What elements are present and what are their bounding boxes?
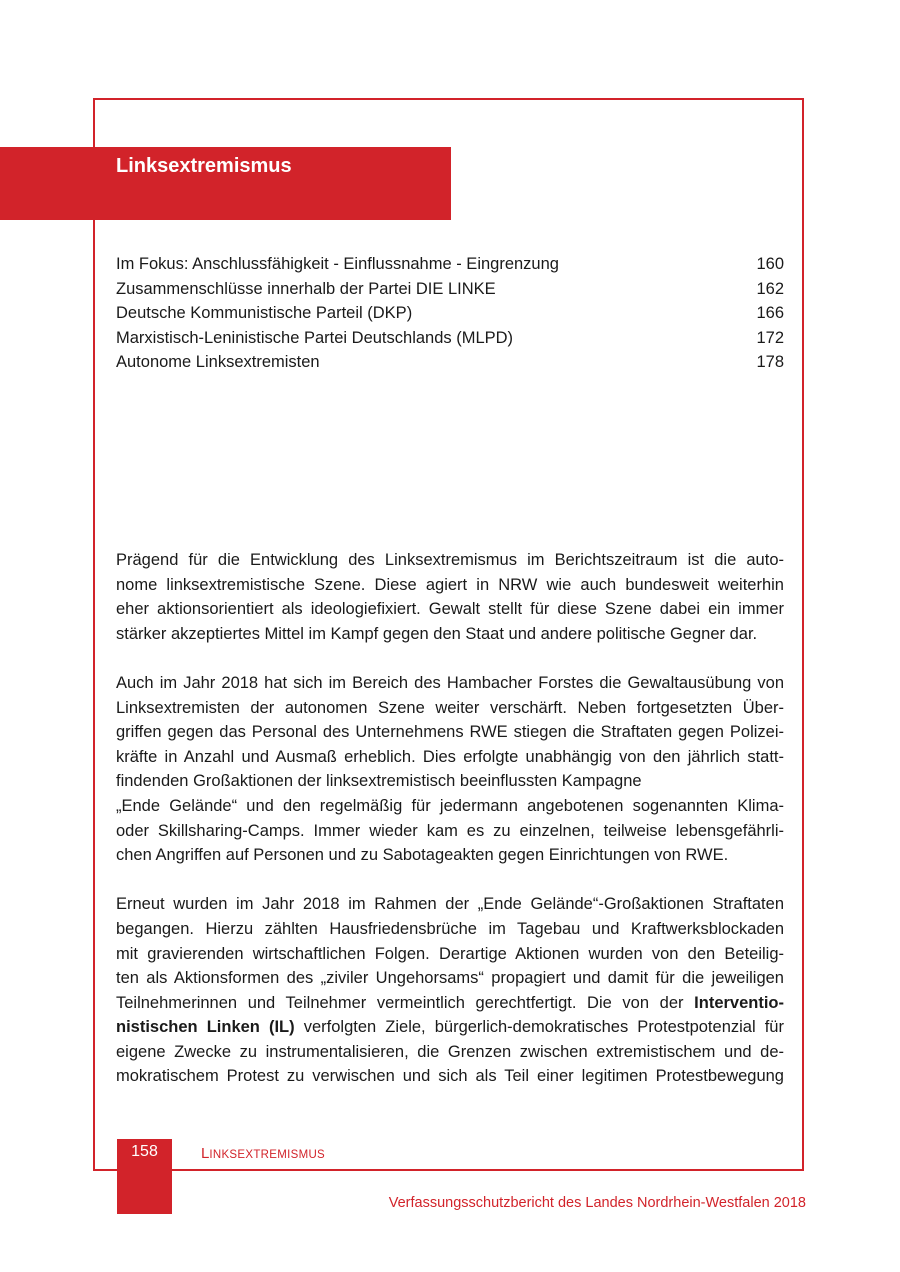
body-text [116,548,784,1114]
text-line: oder Skillsharing-Camps. Immer wieder kam es zu einzelnen, teilweise lebensgefährli- [116,821,784,840]
section-title: Linksextremismus [116,155,292,177]
text-line: mokratischem Protest zu verwischen und sich als Teil einer legitimen Protestbewegung [116,1067,784,1086]
toc-entry[interactable] [116,277,784,302]
text-line: findenden Großaktionen der linksextremistisch beeinflussten Kampagne [116,772,642,791]
bold-term: nistischen Linken (IL) [116,1018,295,1037]
text-line: eher aktionsorientiert als ideologiefixiert. Gewalt stellt für diese Szene dabei ein immer [116,600,784,619]
text-line: griffen gegen das Personal des Unternehmens RWE stiegen die Straftaten gegen Polizei- [116,723,784,742]
running-head [201,1145,325,1162]
running-head-initial: L [201,1145,210,1162]
text-line: Auch im Jahr 2018 hat sich im Bereich des Hambacher Forstes die Gewaltausübung von [116,673,784,692]
bold-term: Interventio- [694,993,784,1012]
text-segment: Teilnehmerinnen und Teilnehmer vermeintlich gerechtfertigt. Die von der [116,993,684,1012]
toc-entry-page: 172 [756,328,784,347]
text-line: Prägend für die Entwicklung des Linksextremismus im Berichtszeitraum ist die auto- [116,551,784,569]
toc-entry-label: Im Fokus: Anschlussfähigkeit - Einflussnahme - Eingrenzung [116,255,559,273]
text-line: mit gravierenden wirtschaftlichen Folgen. Derartige Aktionen wurden von den Beteilig- [116,944,784,963]
text-line: ten als Aktionsformen des „ziviler Ungehorsams“ propagiert und damit für die jeweiligen [116,969,784,988]
toc-entry-page: 162 [756,279,784,298]
text-line: Erneut wurden im Jahr 2018 im Rahmen der „Ende Gelände“-Großaktionen Straftaten [116,895,784,914]
toc-entry-page: 178 [756,353,784,371]
toc-entry-label: Marxistisch-Leninistische Partei Deutschlands (MLPD) [116,328,514,347]
text-line: Linksextremisten der autonomen Szene weiter verschärft. Neben fortgesetzten Über- [116,698,784,717]
text-line: eigene Zwecke zu instrumentalisieren, die Grenzen zwischen extremistischem und de- [116,1042,784,1061]
text-line: chen Angriffen auf Personen und zu Sabotageakten gegen Einrichtungen von RWE. [116,846,729,865]
text-line: „Ende Gelände“ und den regelmäßig für jedermann angebotenen sogenannten Klima- [116,796,784,815]
text-line: kräfte in Anzahl und Ausmaß erheblich. Dies erfolgte unabhängig von den jährlich statt- [116,747,784,766]
page-number: 158 [131,1143,158,1160]
toc-entry-page: 160 [756,255,784,273]
toc-entry[interactable] [116,326,784,351]
text-line: nome linksextremistische Szene. Diese agiert in NRW wie auch bundesweit weiterhin [116,575,784,594]
toc-entry-label: Zusammenschlüsse innerhalb der Partei DIE LINKE [116,279,496,298]
paragraph-1 [116,548,784,646]
text-line: begangen. Hierzu zählten Hausfriedensbrüche im Tagebau und Kraftwerksblockaden [116,919,784,938]
toc-entry-page: 166 [756,304,784,322]
paragraph-3 [116,892,784,1089]
text-line [116,1015,784,1040]
toc-entry-label: Autonome Linksextremisten [116,353,320,371]
running-head-rest: INKSEXTREMISMUS [209,1149,326,1161]
toc-entry[interactable] [116,252,784,277]
paragraph-2 [116,671,784,868]
toc-entry[interactable] [116,350,784,375]
toc-entry[interactable] [116,301,784,326]
publication-footer: Verfassungsschutzbericht des Landes Nordrhein-Westfalen 2018 [388,1195,806,1211]
table-of-contents [116,252,784,375]
text-line: stärker akzeptiertes Mittel im Kampf gegen den Staat und andere politische Gegner dar. [116,624,758,643]
text-line [116,991,784,1016]
text-segment: verfolgten Ziele, bürgerlich-demokratisches Protestpotenzial für [294,1018,784,1037]
toc-entry-label: Deutsche Kommunistische Parteil (DKP) [116,304,413,322]
